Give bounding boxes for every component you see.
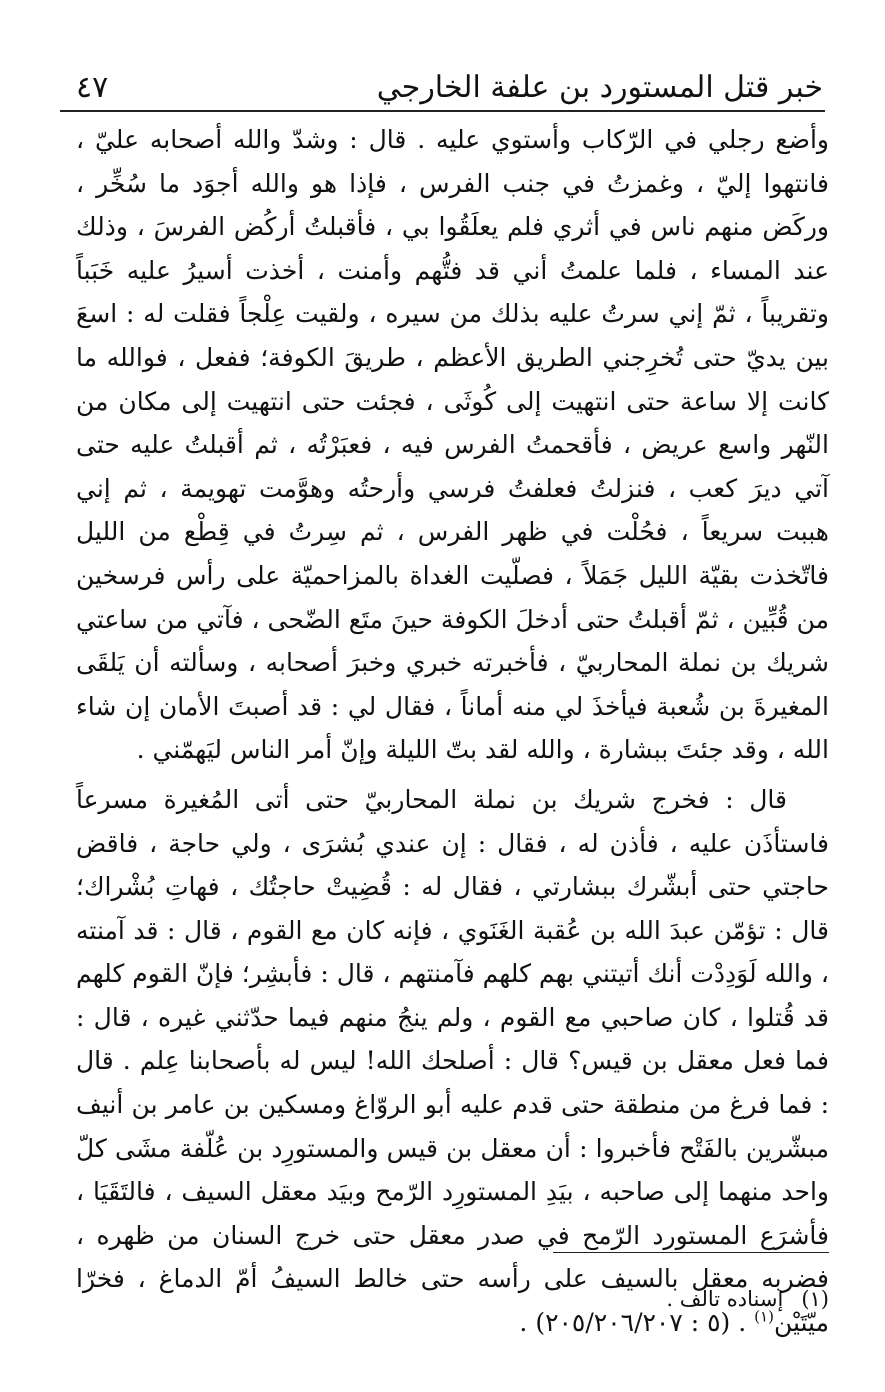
main-text bbox=[76, 118, 829, 1345]
page-number: ٤٧ bbox=[76, 70, 109, 105]
footnote-text: إسناده تالف . bbox=[666, 1287, 784, 1311]
footnote-number: (١) bbox=[801, 1287, 829, 1311]
chapter-title: خبر قتل المستورد بن علفة الخارجي bbox=[376, 70, 823, 105]
footnote bbox=[76, 1284, 829, 1314]
footnote-reference: (١) bbox=[754, 1307, 774, 1326]
paragraph-2 bbox=[76, 778, 829, 1345]
paragraph-1: وأضع رجلي في الرّكاب وأستوي عليه . قال : وشدّ والله أصحابه عليّ ، فانتهوا إليّ ، وغمزتُ في جنب الفرس ، فإذا هو والله أجوَد ما سُخِّر ، وركَض منهم ناس في أثري فلم يعلَقُوا بي ، فأقبلتُ أركُض الفرسَ ، وذلك عند المساء ، فلما علمتُ أني قد فتُّهم وأمنت ، أخذت أسيرُ عليه خَبَباً وتقريباً ، ثمّ إني سرتُ عليه بذلك من سيره ، ولقيت عِلْجاً فقلت له : اسعَ بين يديّ حتى تُخرِجني الطريق الأعظم ، طريقَ الكوفة؛ ففعل ، فوالله ما كانت إلا ساعة حتى انتهيت إلى كُوثَى ، فجئت حتى انتهيت إلى مكان من النّهر واسع عريض ، فأقحمتُ الفرس فيه ، فعبَرْتُه ، ثم أقبلتُ عليه حتى آتي ديرَ كعب ، فنزلتُ فعلفتُ فرسي وأرحتُه وهوَّمت تهويمة ، ثم إني هببت سريعاً ، فحُلْت في ظهر الفرس ، ثم سِرتُ في قِطْع من الليل فاتّخذت بقيّة الليل جَمَلاً ، فصلّيت الغداة بالمزاحميّة على رأس فرسخين من قُبِّين ، ثمّ أقبلتُ حتى أدخلَ الكوفة حينَ متَع الضّحى ، فآتي من ساعتي شريك بن نملة المحاربيّ ، فأخبرته خبري وخبرَ أصحابه ، وسألته أن يَلقَى المغيرةَ بن شُعبة فيأخذَ لي منه أماناً ، فقال لي : قد أصبتَ الأمان إن شاء الله ، وقد جئتَ ببشارة ، والله لقد بتّ الليلة وإنّ أمر الناس ليَهمّني . bbox=[76, 125, 829, 765]
source-citation: . (٥ : ٢٠٥/٢٠٦/٢٠٧) . bbox=[519, 1308, 747, 1338]
header-divider bbox=[60, 110, 825, 112]
footnote-divider bbox=[553, 1252, 829, 1253]
paragraph-2-text: قال : فخرج شريك بن نملة المحاربيّ حتى أتى المُغيرة مسرعاً فاستأذَن عليه ، فأذن له ، فقال : إن عندي بُشرَى ، ولي حاجة ، فاقض حاجتي حتى أبشّرك ببشارتي ، فقال له : قُضِيتْ حاجتُك ، فهاتِ بُشْراك؛ قال : تؤمّن عبدَ الله بن عُقبة الغَنَوي ، فإنه كان مع القوم ، قال : قد آمنته ، والله لَوَدِدْت أنك أتيتني بهم كلهم فآمنتهم ، قال : فأبشِر؛ فإنّ القوم كلهم قد قُتلوا ، كان صاحبي مع القوم ، ولم ينجُ منهم فيما حدّثني غيره ، قال : فما فعل معقل بن قيس؟ قال : أصلحك الله! ليس له بأصحابنا عِلم . قال : فما فرغ من منطقة حتى قدم عليه أبو الروّاغ ومسكين بن عامر بن أنيف مبشّرين بالفَتْح فأخبروا : أن معقل بن قيس والمستورِد بن عُلّفة مشَى كلّ واحد منهما إلى صاحبه ، بيَدِ المستورِد الرّمح وبيَد معقل السيف ، فالتَقَيَا ، فأشرَع المستورد الرّمح في صدر معقل حتى خرج السنان من ظهره ، فضربه معقل بالسيف على رأسه حتى خالط السيفُ أمّ الدماغ ، فخرّا ميّتَيْن bbox=[76, 784, 829, 1338]
running-header bbox=[62, 62, 823, 106]
